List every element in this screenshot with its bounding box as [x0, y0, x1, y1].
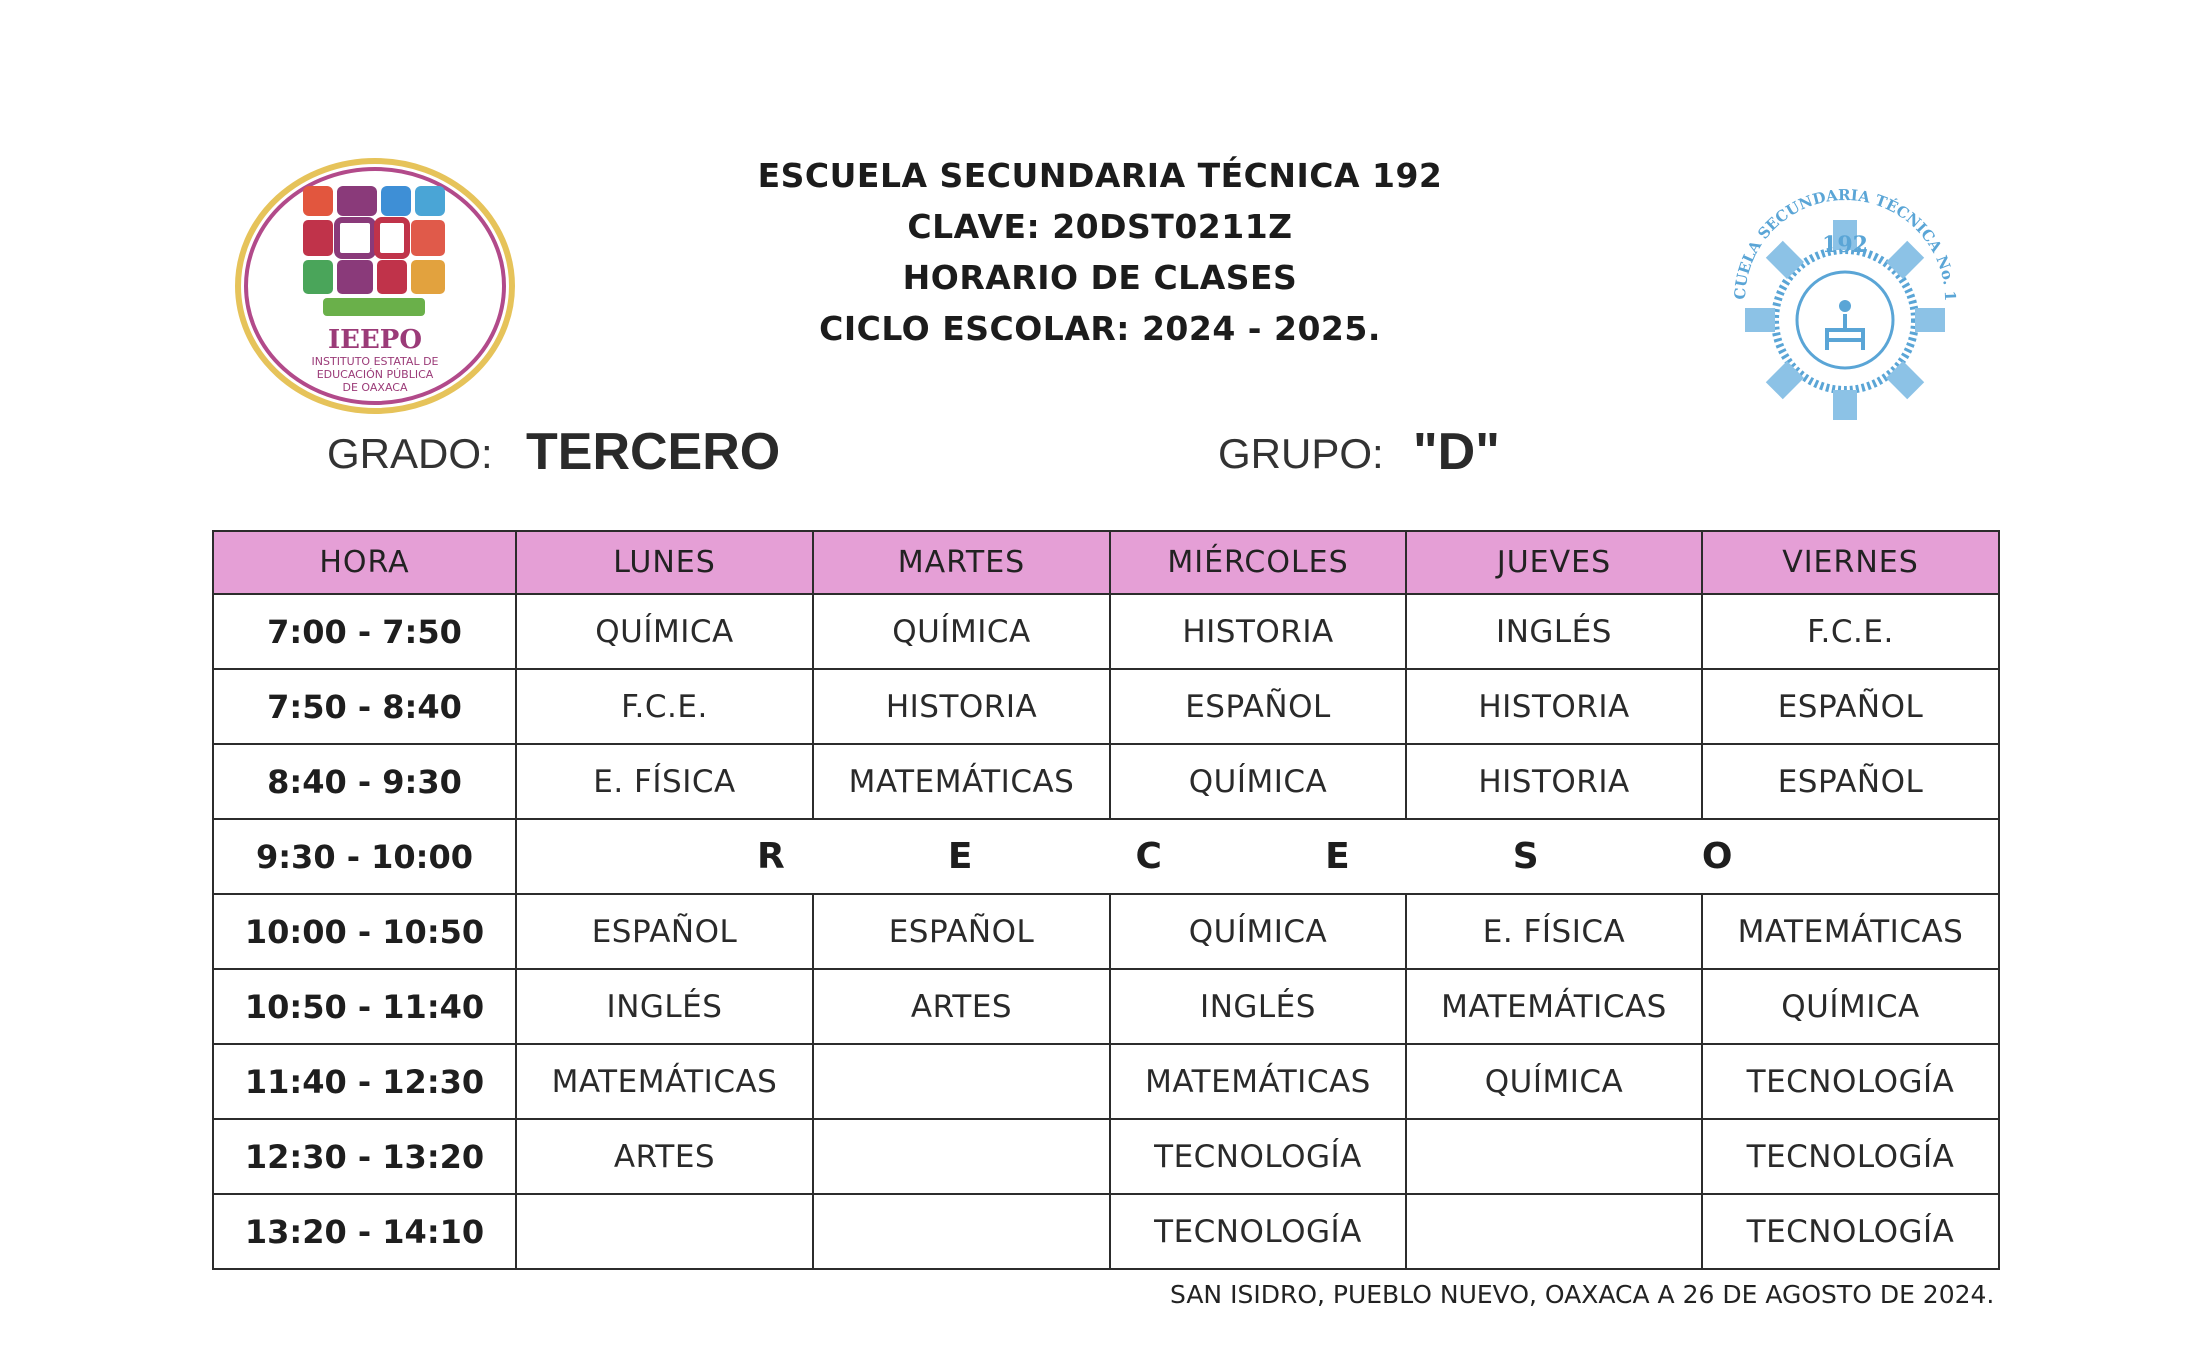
subject-cell	[516, 1194, 813, 1269]
subject-cell: HISTORIA	[1406, 744, 1702, 819]
subject-cell: MATEMÁTICAS	[1406, 969, 1702, 1044]
subject-cell: F.C.E.	[516, 669, 813, 744]
subject-cell: ESPAÑOL	[813, 894, 1110, 969]
recess-letter: R	[757, 836, 786, 877]
subject-cell: TECNOLOGÍA	[1702, 1119, 1999, 1194]
recess-letter: C	[1135, 836, 1163, 877]
school-emblem	[1705, 160, 1985, 440]
subject-cell: QUÍMICA	[1110, 744, 1406, 819]
table-row	[213, 669, 1999, 744]
subject-cell: ESPAÑOL	[1702, 669, 1999, 744]
table-row	[213, 744, 1999, 819]
hour-cell: 7:50 - 8:40	[213, 669, 516, 744]
table-row	[213, 1119, 1999, 1194]
recess-row	[213, 819, 1999, 894]
subject-cell	[1406, 1194, 1702, 1269]
subject-cell	[813, 1119, 1110, 1194]
grade-value: TERCERO	[526, 423, 781, 481]
table-header-row	[213, 531, 1999, 594]
column-header-martes: MARTES	[813, 531, 1110, 594]
subject-cell: HISTORIA	[1406, 669, 1702, 744]
subject-cell: QUÍMICA	[1702, 969, 1999, 1044]
group-label: GRUPO:	[1218, 430, 1384, 477]
document-header	[600, 150, 1600, 354]
ieepo-subtitle-1: INSTITUTO ESTATAL DE	[311, 355, 439, 368]
subject-cell: QUÍMICA	[1406, 1044, 1702, 1119]
subject-cell: TECNOLOGÍA	[1702, 1194, 1999, 1269]
subject-cell	[1406, 1119, 1702, 1194]
subject-cell: QUÍMICA	[516, 594, 813, 669]
hour-cell: 9:30 - 10:00	[213, 819, 516, 894]
ieepo-logo	[235, 158, 515, 414]
ieepo-subtitle-3: DE OAXACA	[342, 381, 408, 394]
table-row	[213, 1194, 1999, 1269]
column-header-jueves: JUEVES	[1406, 531, 1702, 594]
subject-cell	[813, 1044, 1110, 1119]
hour-cell: 10:00 - 10:50	[213, 894, 516, 969]
hour-cell: 10:50 - 11:40	[213, 969, 516, 1044]
hour-cell: 7:00 - 7:50	[213, 594, 516, 669]
subject-cell: MATEMÁTICAS	[813, 744, 1110, 819]
subject-cell: ESPAÑOL	[1702, 744, 1999, 819]
hour-cell: 13:20 - 14:10	[213, 1194, 516, 1269]
column-header-hora: HORA	[213, 531, 516, 594]
school-name: ESCUELA SECUNDARIA TÉCNICA 192	[757, 156, 1443, 195]
column-header-lunes: LUNES	[516, 531, 813, 594]
group-value: "D"	[1413, 423, 1500, 481]
subject-cell: INGLÉS	[1110, 969, 1406, 1044]
subject-cell: HISTORIA	[813, 669, 1110, 744]
subject-cell	[813, 1194, 1110, 1269]
subject-cell: TECNOLOGÍA	[1110, 1194, 1406, 1269]
table-row	[213, 1044, 1999, 1119]
subject-cell: ESPAÑOL	[516, 894, 813, 969]
table-row	[213, 894, 1999, 969]
recess-letter: S	[1512, 836, 1540, 877]
schedule-title: HORARIO DE CLASES	[902, 258, 1298, 297]
table-row	[213, 594, 1999, 669]
subject-cell: QUÍMICA	[813, 594, 1110, 669]
subject-cell: ARTES	[813, 969, 1110, 1044]
hour-cell: 8:40 - 9:30	[213, 744, 516, 819]
hour-cell: 12:30 - 13:20	[213, 1119, 516, 1194]
column-header-viernes: VIERNES	[1702, 531, 1999, 594]
subject-cell: INGLÉS	[516, 969, 813, 1044]
subject-cell: E. FÍSICA	[1406, 894, 1702, 969]
subject-cell: TECNOLOGÍA	[1110, 1119, 1406, 1194]
subject-cell: INGLÉS	[1406, 594, 1702, 669]
emblem-arc-text: CUELA SECUNDARIA TÉCNICA No. 1	[1730, 185, 1960, 302]
recess-letter: E	[1325, 836, 1351, 877]
ieepo-subtitle-2: EDUCACIÓN PÚBLICA	[316, 368, 434, 381]
table-row	[213, 969, 1999, 1044]
emblem-number: 192	[1822, 232, 1868, 258]
subject-cell: HISTORIA	[1110, 594, 1406, 669]
school-code: CLAVE: 20DST0211Z	[907, 207, 1293, 246]
school-cycle: CICLO ESCOLAR: 2024 - 2025.	[819, 309, 1381, 348]
recess-letters	[517, 836, 1998, 877]
subject-cell: ESPAÑOL	[1110, 669, 1406, 744]
column-header-miercoles: MIÉRCOLES	[1110, 531, 1406, 594]
subject-cell: ARTES	[516, 1119, 813, 1194]
subject-cell: MATEMÁTICAS	[516, 1044, 813, 1119]
grade-label: GRADO:	[327, 430, 493, 477]
subject-cell: F.C.E.	[1702, 594, 1999, 669]
hour-cell: 11:40 - 12:30	[213, 1044, 516, 1119]
schedule-table	[212, 530, 2000, 1270]
footer-place-date: SAN ISIDRO, PUEBLO NUEVO, OAXACA A 26 DE AGOSTO DE 2024.	[1170, 1280, 1995, 1309]
subject-cell: E. FÍSICA	[516, 744, 813, 819]
grade-group-row	[0, 418, 2200, 488]
recess-letter: E	[947, 836, 973, 877]
subject-cell: MATEMÁTICAS	[1702, 894, 1999, 969]
subject-cell: TECNOLOGÍA	[1702, 1044, 1999, 1119]
ieepo-title: IEEPO	[328, 325, 422, 355]
subject-cell: MATEMÁTICAS	[1110, 1044, 1406, 1119]
subject-cell: QUÍMICA	[1110, 894, 1406, 969]
recess-letter: O	[1701, 836, 1733, 877]
recess-cell	[516, 819, 1999, 894]
